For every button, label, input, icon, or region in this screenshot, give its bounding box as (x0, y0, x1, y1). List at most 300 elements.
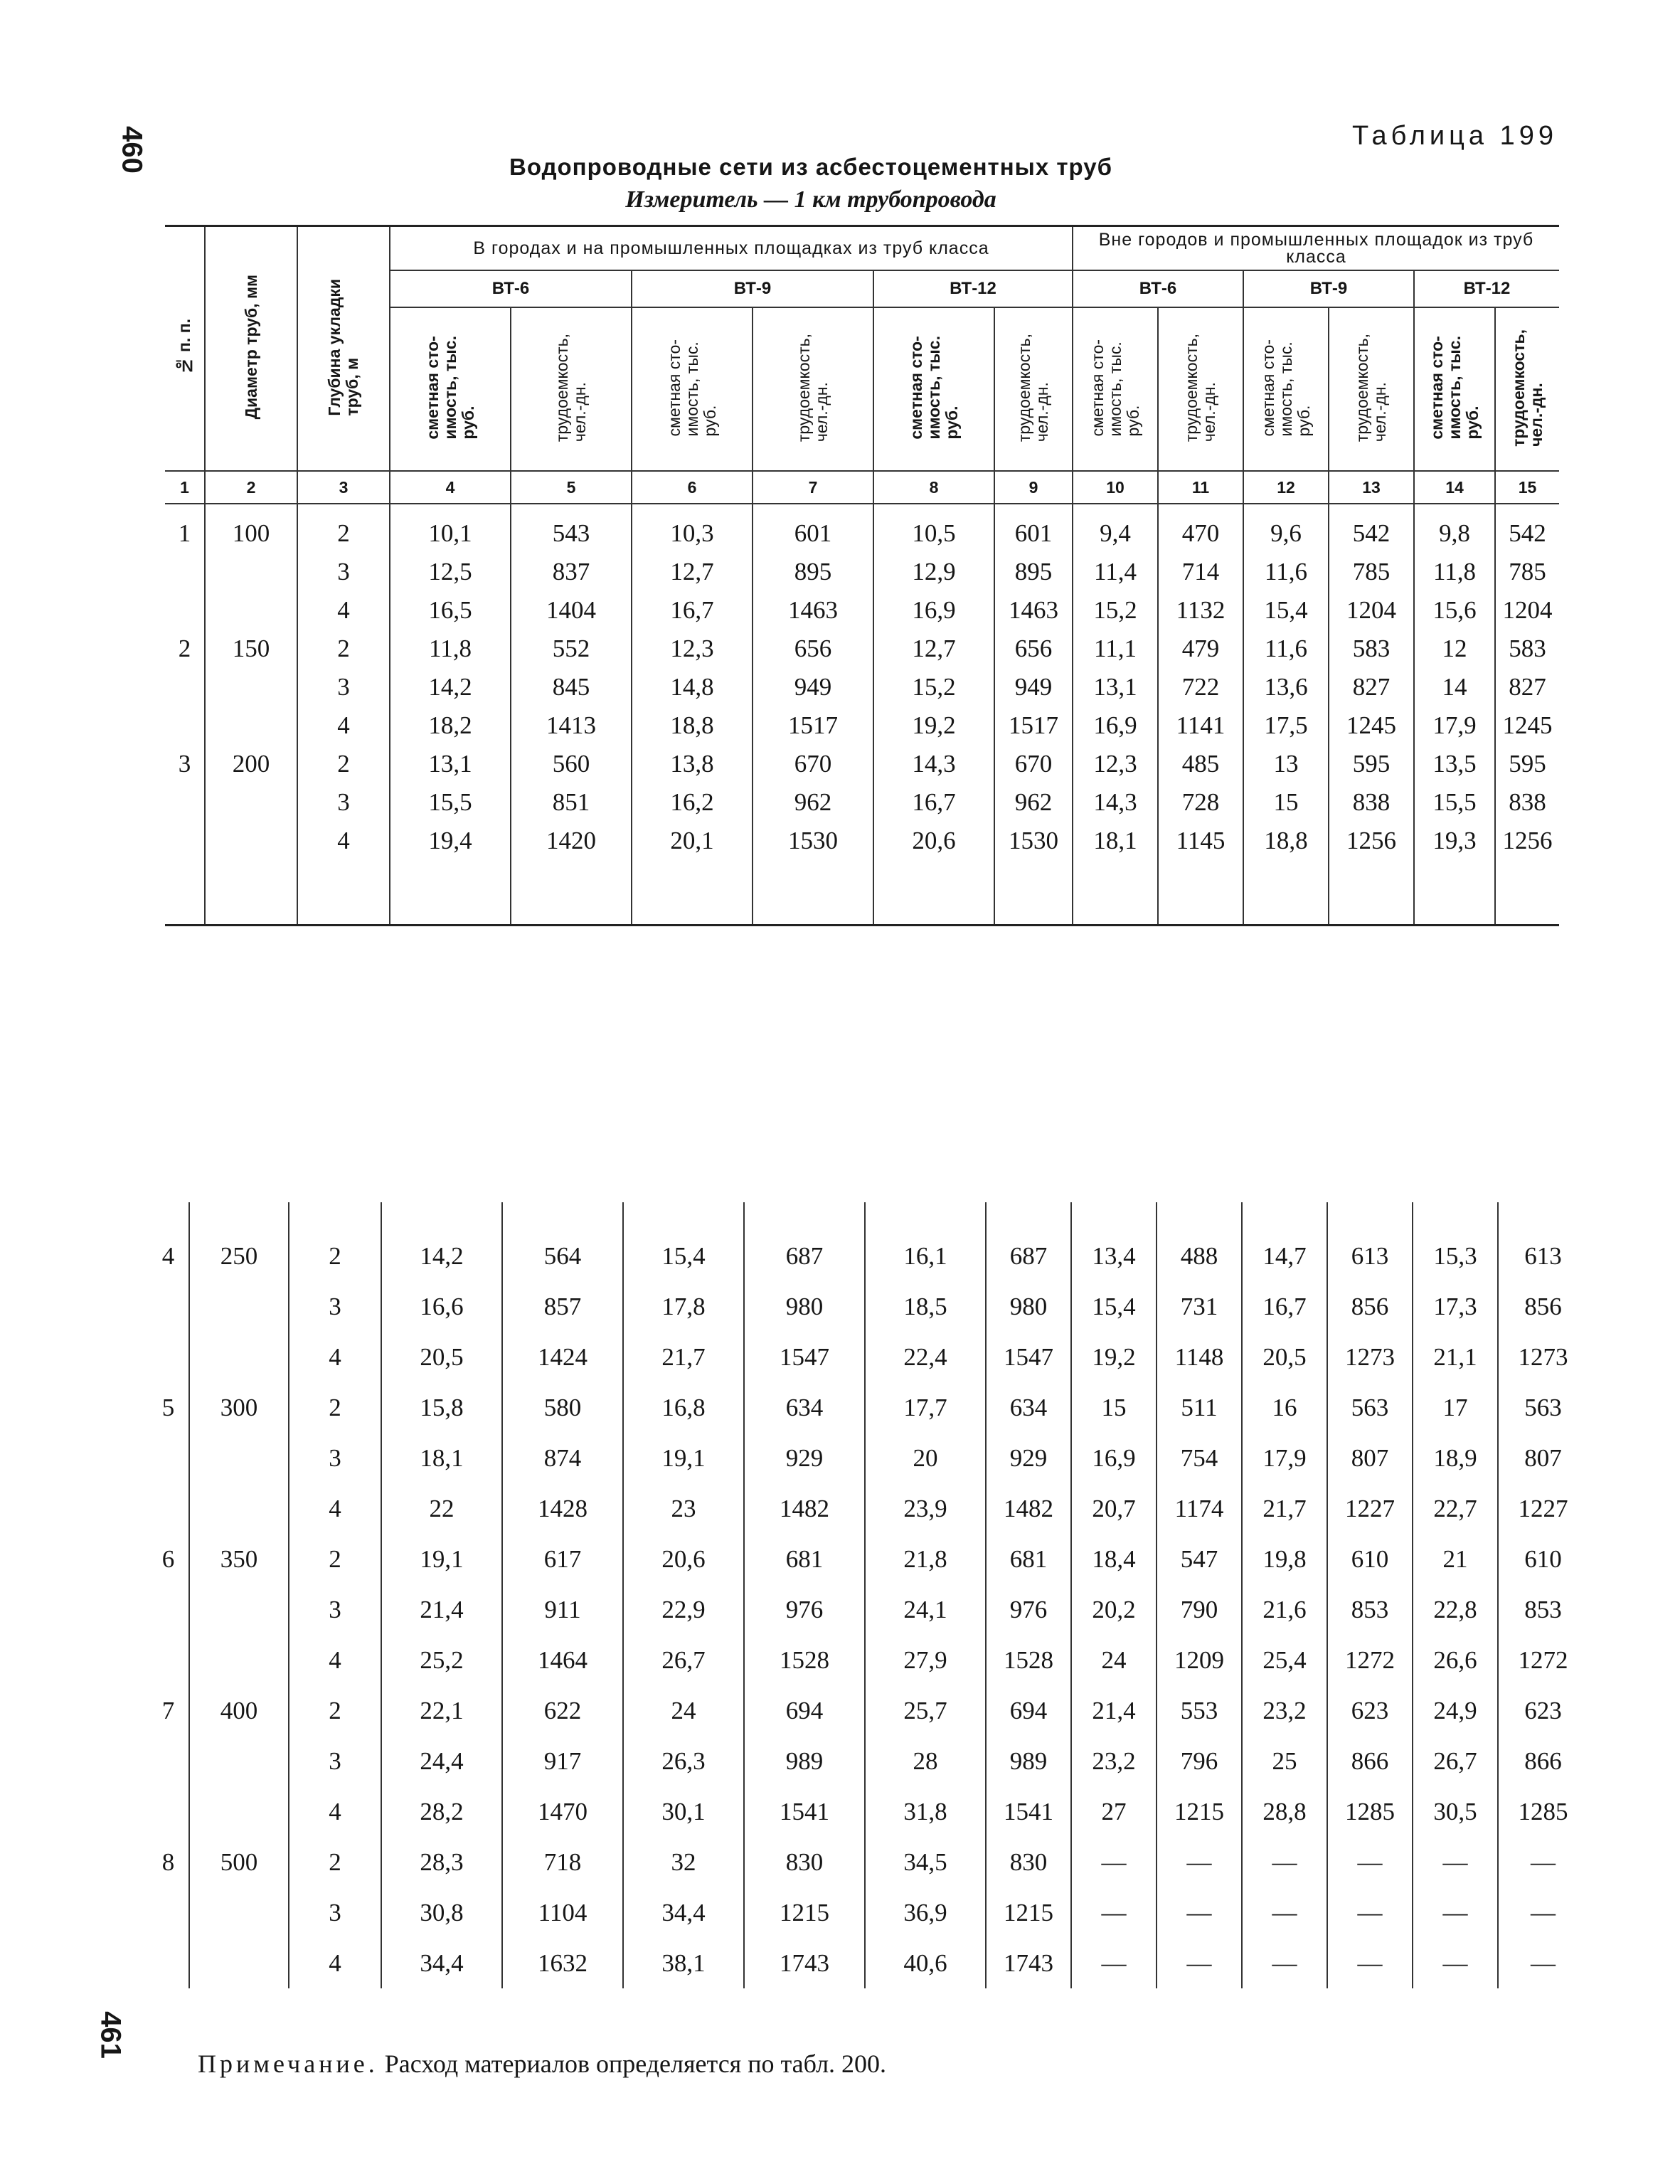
note-text: Расход материалов определяется по табл. 200. (384, 2050, 887, 2078)
table-cell: 670 (753, 745, 873, 783)
table-cell (189, 1332, 289, 1382)
table-cell-empty (297, 860, 390, 926)
table-cell: 28,3 (381, 1837, 502, 1887)
table-cell: 30,5 (1413, 1786, 1498, 1837)
table-cell-empty (632, 860, 753, 926)
table-cell: 16,7 (632, 591, 753, 630)
table-cell: 547 (1157, 1534, 1242, 1584)
table-cell: 542 (1495, 504, 1559, 553)
table-cell: 11,6 (1243, 630, 1329, 668)
table-cell: 2 (178, 635, 191, 662)
table-cell (189, 1938, 289, 1988)
table-cell: 24,9 (1413, 1685, 1498, 1736)
column-number: 5 (511, 471, 632, 504)
table-cell: 400 (189, 1685, 289, 1736)
table-cell: 1204 (1329, 591, 1414, 630)
table-cell: 13,1 (390, 745, 511, 783)
column-number: 4 (390, 471, 511, 504)
table-cell: 16,6 (381, 1281, 502, 1332)
table-cell: 1420 (511, 822, 632, 860)
table-cell: 623 (1327, 1685, 1413, 1736)
table-cell: 4 (289, 1786, 381, 1837)
table-cell: 622 (502, 1685, 623, 1736)
table-cell: 1 (178, 519, 191, 547)
table-cell: 17 (1413, 1382, 1498, 1433)
table-cell (148, 1483, 189, 1534)
table-cell: 19,1 (381, 1534, 502, 1584)
table-cell: 18,5 (865, 1281, 986, 1332)
table-cell: 962 (753, 783, 873, 822)
table-cell: — (1327, 1837, 1413, 1887)
header-class: ВТ-9 (632, 270, 873, 307)
table-cell: 1743 (986, 1938, 1071, 1988)
table-row (148, 1837, 1588, 1887)
table-cell: 583 (1495, 630, 1559, 668)
table-cell-empty (502, 1202, 623, 1231)
table-cell: 617 (502, 1534, 623, 1584)
table-cell: 10,5 (873, 504, 994, 553)
table-cell: 18,1 (381, 1433, 502, 1483)
table-cell: 856 (1498, 1281, 1588, 1332)
table-cell (148, 1433, 189, 1483)
table-cell (189, 1635, 289, 1685)
table-row (148, 1736, 1588, 1786)
table-cell (165, 553, 205, 591)
table-cell: 17,5 (1243, 706, 1329, 745)
table-cell: 838 (1495, 783, 1559, 822)
table-cell: 3 (289, 1433, 381, 1483)
table-cell: 857 (502, 1281, 623, 1332)
table-cell: 21,8 (865, 1534, 986, 1584)
table-cell-empty (1413, 1202, 1498, 1231)
table-cell-empty (1495, 860, 1559, 926)
table-cell: 25,7 (865, 1685, 986, 1736)
table-cell: 23,9 (865, 1483, 986, 1534)
header-labor: трудоемкость, чел.-дн. (994, 307, 1073, 471)
table-cell: 1464 (502, 1635, 623, 1685)
table-cell: — (1071, 1887, 1157, 1938)
table-cell: 694 (986, 1685, 1071, 1736)
table-cell: — (1157, 1938, 1242, 1988)
table-cell: 3 (297, 668, 390, 706)
table-cell: 543 (511, 504, 632, 553)
table-cell: — (1071, 1938, 1157, 1988)
table-cell: 830 (986, 1837, 1071, 1887)
table-cell: 31,8 (865, 1786, 986, 1837)
note-label: Примечание. (198, 2050, 378, 2078)
table-cell: 1141 (1158, 706, 1243, 745)
table-cell: 1632 (502, 1938, 623, 1988)
table-cell: 754 (1157, 1433, 1242, 1483)
table-cell: 681 (744, 1534, 865, 1584)
table-row (148, 1483, 1588, 1534)
table-row (148, 1231, 1588, 1281)
table-cell: 511 (1157, 1382, 1242, 1433)
table-cell (189, 1281, 289, 1332)
table-cell (148, 1786, 189, 1837)
table-cell-empty (744, 1202, 865, 1231)
table-cell (165, 822, 205, 860)
table-cell: 3 (297, 783, 390, 822)
table-cell: 500 (189, 1837, 289, 1887)
table-cell: 13,5 (1414, 745, 1495, 783)
table-cell: 1528 (986, 1635, 1071, 1685)
table-cell: 601 (753, 504, 873, 553)
table-cell: 3 (289, 1281, 381, 1332)
table-cell: 856 (1327, 1281, 1413, 1332)
table-cell: — (1157, 1837, 1242, 1887)
table-cell (205, 783, 297, 822)
column-number: 6 (632, 471, 753, 504)
header-cost: сметная сто- имость, тыс. руб. (1243, 307, 1329, 471)
table-cell: 18,2 (390, 706, 511, 745)
table-cell: 22,7 (1413, 1483, 1498, 1534)
table-cell: 22,9 (623, 1584, 744, 1635)
table-cell: 25,2 (381, 1635, 502, 1685)
column-number: 14 (1414, 471, 1495, 504)
table-cell-empty (1414, 860, 1495, 926)
table-cell: 9,6 (1243, 504, 1329, 553)
table-cell: 1424 (502, 1332, 623, 1382)
table-cell: 28 (865, 1736, 986, 1786)
table-cell: 300 (189, 1382, 289, 1433)
table-cell: 827 (1495, 668, 1559, 706)
table-cell: 14,2 (381, 1231, 502, 1281)
table-cell: 1470 (502, 1786, 623, 1837)
table-cell: 790 (1157, 1584, 1242, 1635)
table-cell: 851 (511, 783, 632, 822)
table-cell: 16,9 (873, 591, 994, 630)
table-title: Водопроводные сети из асбестоцементных труб (509, 154, 1112, 180)
table-cell: 11,8 (390, 630, 511, 668)
table-cell-empty (1158, 860, 1243, 926)
table-cell: 1132 (1158, 591, 1243, 630)
table-row (165, 591, 1559, 630)
table-cell: 22,1 (381, 1685, 502, 1736)
table-cell: 16,9 (1071, 1433, 1157, 1483)
table-cell: 10,1 (390, 504, 511, 553)
table-cell: 656 (994, 630, 1073, 668)
table-cell: 1104 (502, 1887, 623, 1938)
table-cell: 949 (753, 668, 873, 706)
table-cell: 21,4 (381, 1584, 502, 1635)
table-cell: 30,1 (623, 1786, 744, 1837)
table-cell: 16,5 (390, 591, 511, 630)
table-cell: 13,8 (632, 745, 753, 783)
table-cell: 1245 (1495, 706, 1559, 745)
table-cell-empty (1073, 860, 1158, 926)
table-row (148, 1534, 1588, 1584)
table-cell: 681 (986, 1534, 1071, 1584)
table-cell: 976 (986, 1584, 1071, 1635)
table-cell-empty (511, 860, 632, 926)
table-cell: 18,8 (632, 706, 753, 745)
header-labor: трудоемкость, чел.-дн. (1158, 307, 1243, 471)
table-cell: 1272 (1498, 1635, 1588, 1685)
table-cell: 10,3 (632, 504, 753, 553)
header-labor: трудоемкость, чел.-дн. (1329, 307, 1414, 471)
table-cell: 15,4 (623, 1231, 744, 1281)
table-cell: 14,2 (390, 668, 511, 706)
table-cell: 564 (502, 1231, 623, 1281)
table-row (148, 1938, 1588, 1988)
table-cell (148, 1887, 189, 1938)
table-cell: 25,4 (1242, 1635, 1327, 1685)
table-cell: 7 (161, 1696, 175, 1724)
table-unit: Измеритель — 1 км трубопровода (625, 186, 996, 213)
table-row (148, 1786, 1588, 1837)
table-cell: 3 (289, 1887, 381, 1938)
header-cost: сметная сто- имость, тыс. руб. (1073, 307, 1158, 471)
table-cell: 13,1 (1073, 668, 1158, 706)
table-cell-empty (1329, 860, 1414, 926)
table-cell: 19,8 (1242, 1534, 1327, 1584)
table-row (165, 822, 1559, 860)
table-cell-empty (1327, 1202, 1413, 1231)
table-cell (148, 1281, 189, 1332)
table-cell: 17,9 (1414, 706, 1495, 745)
table-cell: — (1413, 1837, 1498, 1887)
table-cell: 785 (1495, 553, 1559, 591)
table-cell-empty (1243, 860, 1329, 926)
table-cell: 21,4 (1071, 1685, 1157, 1736)
table-cell: 24 (623, 1685, 744, 1736)
table-cell: 1145 (1158, 822, 1243, 860)
table-cell: 12,9 (873, 553, 994, 591)
table-cell: 560 (511, 745, 632, 783)
table-cell: 718 (502, 1837, 623, 1887)
table-cell: 250 (189, 1231, 289, 1281)
table-cell-empty (865, 1202, 986, 1231)
table-cell: 21,7 (623, 1332, 744, 1382)
table-cell: 962 (994, 783, 1073, 822)
table-cell: 1273 (1498, 1332, 1588, 1382)
table-cell: 563 (1327, 1382, 1413, 1433)
table-cell: 917 (502, 1736, 623, 1786)
table-cell: 1541 (986, 1786, 1071, 1837)
table-cell: 4 (289, 1938, 381, 1988)
table-cell: 16,9 (1073, 706, 1158, 745)
table-cell: 4 (297, 591, 390, 630)
table-cell: 929 (744, 1433, 865, 1483)
table-cell: 8 (161, 1848, 175, 1876)
table-cell: 583 (1329, 630, 1414, 668)
table-cell: 21 (1413, 1534, 1498, 1584)
table-cell: 1547 (986, 1332, 1071, 1382)
table-cell: 1482 (986, 1483, 1071, 1534)
table-cell: 595 (1495, 745, 1559, 783)
table-cell: 807 (1498, 1433, 1588, 1483)
table-cell: — (1071, 1837, 1157, 1887)
table-cell (205, 822, 297, 860)
table-row (165, 504, 1559, 553)
table-cell: 11,1 (1073, 630, 1158, 668)
table-cell: 200 (205, 745, 297, 783)
table-cell: 580 (502, 1382, 623, 1433)
table-cell: 20,5 (1242, 1332, 1327, 1382)
table-cell: 980 (744, 1281, 865, 1332)
table-cell: 15,4 (1071, 1281, 1157, 1332)
table-cell: 16,1 (865, 1231, 986, 1281)
table-cell (189, 1483, 289, 1534)
table-cell: 949 (994, 668, 1073, 706)
table-cell: 100 (205, 504, 297, 553)
table-cell-empty (1157, 1202, 1242, 1231)
table-cell: 19,2 (1071, 1332, 1157, 1382)
header-cost: сметная сто- имость, тыс. руб. (1414, 307, 1495, 471)
table-cell: 601 (994, 504, 1073, 553)
table-cell: 18,8 (1243, 822, 1329, 860)
header-labor: трудоемкость, чел.-дн. (753, 307, 873, 471)
table-cell: — (1413, 1938, 1498, 1988)
table-cell (205, 591, 297, 630)
header-cost: сметная сто- имость, тыс. руб. (390, 307, 511, 471)
table-spacer (148, 1202, 1588, 1231)
table-cell-empty (381, 1202, 502, 1231)
table-cell: 866 (1327, 1736, 1413, 1786)
table-cell: 15,8 (381, 1382, 502, 1433)
table-cell: — (1327, 1938, 1413, 1988)
column-number: 8 (873, 471, 994, 504)
table-cell: 1517 (753, 706, 873, 745)
table-cell: 12,3 (632, 630, 753, 668)
table-cell: 6 (161, 1544, 175, 1573)
table-cell: 15 (1243, 783, 1329, 822)
table-cell: 15,4 (1243, 591, 1329, 630)
table-cell: 853 (1327, 1584, 1413, 1635)
table-cell: 1404 (511, 591, 632, 630)
table-cell: 687 (986, 1231, 1071, 1281)
table-cell: 4 (289, 1332, 381, 1382)
table-cell: 623 (1498, 1685, 1588, 1736)
table-cell: 34,4 (623, 1887, 744, 1938)
table-cell: 4 (297, 822, 390, 860)
table-cell: 911 (502, 1584, 623, 1635)
table-cell-empty (289, 1202, 381, 1231)
table-cell: 552 (511, 630, 632, 668)
table-cell: 1482 (744, 1483, 865, 1534)
table-cell: 976 (744, 1584, 865, 1635)
table-cell: 2 (289, 1685, 381, 1736)
table-cell (148, 1332, 189, 1382)
header-diameter: Диаметр труб, мм (205, 226, 297, 472)
table-cell: — (1242, 1887, 1327, 1938)
table-cell: 12 (1414, 630, 1495, 668)
table-cell (148, 1938, 189, 1988)
table-cell: 1227 (1498, 1483, 1588, 1534)
table-row (148, 1332, 1588, 1382)
table-cell (189, 1786, 289, 1837)
table-cell: 23,2 (1242, 1685, 1327, 1736)
table-cell: 488 (1157, 1231, 1242, 1281)
table-cell: 853 (1498, 1584, 1588, 1635)
table-cell: 15,5 (390, 783, 511, 822)
table-cell: 2 (289, 1382, 381, 1433)
table-cell: 24 (1071, 1635, 1157, 1685)
table-cell: 634 (744, 1382, 865, 1433)
table-cell: 1273 (1327, 1332, 1413, 1382)
table-cell: 18,1 (1073, 822, 1158, 860)
table-cell: 728 (1158, 783, 1243, 822)
table-row (165, 745, 1559, 783)
table-cell-empty (1242, 1202, 1327, 1231)
note (198, 2049, 886, 2079)
table-cell: 36,9 (865, 1887, 986, 1938)
table-cell: 1428 (502, 1483, 623, 1534)
table-cell: 807 (1327, 1433, 1413, 1483)
table-cell: 26,6 (1413, 1635, 1498, 1685)
table-cell: 15,2 (1073, 591, 1158, 630)
table-cell: 22,4 (865, 1332, 986, 1382)
column-number: 13 (1329, 471, 1414, 504)
table-cell-empty (390, 860, 511, 926)
column-number: 7 (753, 471, 873, 504)
table-cell: 26,7 (623, 1635, 744, 1685)
table-cell: 1530 (994, 822, 1073, 860)
column-number: 11 (1158, 471, 1243, 504)
table-cell: 553 (1157, 1685, 1242, 1736)
table-cell-empty (165, 860, 205, 926)
table-cell (165, 783, 205, 822)
table-cell: 694 (744, 1685, 865, 1736)
table-cell: 610 (1327, 1534, 1413, 1584)
table-cell (189, 1736, 289, 1786)
page-number-bottom: 461 (95, 2011, 127, 2059)
table-cell: — (1498, 1938, 1588, 1988)
table-cell: 19,2 (873, 706, 994, 745)
header-depth: Глубина укладки труб, м (297, 226, 390, 472)
table-cell (148, 1736, 189, 1786)
table-cell: 479 (1158, 630, 1243, 668)
table-cell: 1285 (1498, 1786, 1588, 1837)
header-cost: сметная сто- имость, тыс. руб. (632, 307, 753, 471)
table-cell: 40,6 (865, 1938, 986, 1988)
table-cell: 563 (1498, 1382, 1588, 1433)
column-number: 2 (205, 471, 297, 504)
table-cell (205, 668, 297, 706)
table-cell: 3 (178, 750, 191, 778)
table-cell (148, 1584, 189, 1635)
table-row (165, 553, 1559, 591)
table-row (148, 1635, 1588, 1685)
header-group-outside: Вне городов и промышленных площадок из труб класса (1073, 226, 1559, 271)
table-row (165, 630, 1559, 668)
table-cell: 866 (1498, 1736, 1588, 1786)
table-cell-empty (1498, 1202, 1588, 1231)
table-cell (165, 591, 205, 630)
table-spacer (165, 860, 1559, 926)
table-cell: 15 (1071, 1382, 1157, 1433)
table-cell: 1215 (1157, 1786, 1242, 1837)
table-cell: 14 (1414, 668, 1495, 706)
table-cell: 1204 (1495, 591, 1559, 630)
table-cell: 989 (986, 1736, 1071, 1786)
table-cell: 827 (1329, 668, 1414, 706)
table-cell-empty (994, 860, 1073, 926)
column-number: 15 (1495, 471, 1559, 504)
table-cell: 2 (289, 1231, 381, 1281)
table-cell: 13 (1243, 745, 1329, 783)
table-cell: 1463 (994, 591, 1073, 630)
table-cell: 3 (297, 553, 390, 591)
table-cell: 11,6 (1243, 553, 1329, 591)
table-cell: 25 (1242, 1736, 1327, 1786)
table-cell: 470 (1158, 504, 1243, 553)
table-cell: 1174 (1157, 1483, 1242, 1534)
table-cell: — (1413, 1887, 1498, 1938)
table-cell: 3 (289, 1736, 381, 1786)
table-cell: 26,7 (1413, 1736, 1498, 1786)
